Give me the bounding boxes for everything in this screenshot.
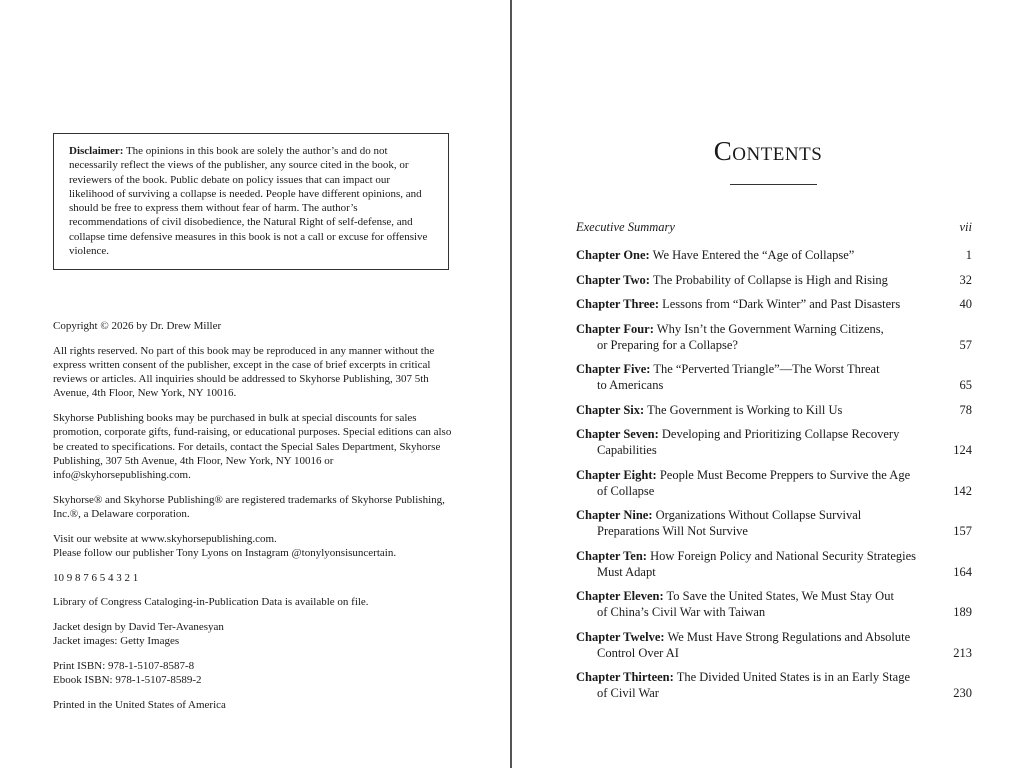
chapter-number: Chapter Two: <box>576 272 650 287</box>
toc-entry-label <box>576 630 928 661</box>
toc-entry-label <box>576 273 888 287</box>
chapter-title-continued: of Collapse <box>597 483 655 498</box>
toc-entry-label <box>576 362 928 393</box>
trademark-paragraph: Skyhorse® and Skyhorse Publishing® are registered trademarks of Skyhorse Publishing, Inc.®, a Delaware corporation. <box>53 493 445 521</box>
chapter-title: The “Perverted Triangle”—The Worst Threat <box>653 362 880 376</box>
printing-line: 10 9 8 7 6 5 4 3 2 1 <box>53 571 139 584</box>
chapter-title: Why Isn’t the Government Warning Citizens, <box>656 321 884 336</box>
toc-entry-chapter[interactable] <box>576 548 972 580</box>
toc-entry-label <box>576 248 854 262</box>
toc-entry-chapter[interactable] <box>576 247 972 263</box>
jacket-credits: Jacket design by David Ter-Avanesyan Jacket images: Getty Images <box>53 620 224 648</box>
chapter-title: We Have Entered the “Age of Collapse” <box>652 248 855 262</box>
toc-page-number: 142 <box>953 483 972 498</box>
chapter-number: Chapter Four: <box>576 321 654 336</box>
chapter-number: Chapter Nine: <box>576 508 653 522</box>
toc-entry-label <box>576 549 928 580</box>
toc-page-number: 189 <box>953 605 972 619</box>
toc-page-number: 124 <box>953 443 972 457</box>
toc-entry-label <box>576 468 928 499</box>
toc-entry-chapter[interactable] <box>576 361 972 393</box>
chapter-title: The Government is Working to Kill Us <box>647 402 843 417</box>
chapter-number: Chapter Six: <box>576 402 645 417</box>
chapter-number: Chapter Eleven: <box>576 589 664 603</box>
chapter-title: The Divided United States is in an Early Stage <box>676 670 910 684</box>
bulk-sales-paragraph: Skyhorse Publishing books may be purchased in bulk at special discounts for sales promotion, corporate gifts, fund-raising, or educational purposes. Special editions can also be created to specifications. For details, contact the Special Sales Department, Skyhorse Publishing, 307 5th Avenue, 4th Floor, New York, NY 10016 or info@skyhorsepublishing.com. <box>53 412 452 482</box>
toc-entry-chapter[interactable] <box>576 296 972 312</box>
toc-page-number: 32 <box>959 272 972 287</box>
toc-entry-label <box>576 403 842 417</box>
chapter-title-continued: Must Adapt <box>597 564 656 579</box>
disclaimer-box <box>53 133 449 270</box>
chapter-number: Chapter Thirteen: <box>576 670 674 684</box>
title-rule <box>730 184 817 185</box>
isbn-lines: Print ISBN: 978-1-5107-8587-8 Ebook ISBN: 978-1-5107-8589-2 <box>53 659 202 687</box>
chapter-number: Chapter One: <box>576 248 650 262</box>
toc-page-number: vii <box>959 220 972 234</box>
chapter-title: Lessons from “Dark Winter” and Past Disasters <box>662 297 901 311</box>
chapter-title-continued: Control Over AI <box>597 645 679 660</box>
toc-entry-chapter[interactable] <box>576 426 972 458</box>
chapter-title: To Save the United States, We Must Stay Out <box>666 589 894 603</box>
chapter-title: We Must Have Strong Regulations and Absolute <box>667 629 911 644</box>
chapter-title: The Probability of Collapse is High and Rising <box>652 272 888 287</box>
contents-title: Contents <box>713 136 823 166</box>
contents-page <box>512 0 1024 768</box>
chapter-number: Chapter Three: <box>576 297 659 311</box>
table-of-contents <box>576 219 972 710</box>
toc-page-number: 213 <box>953 645 972 660</box>
toc-entry-label <box>576 589 928 620</box>
chapter-title: People Must Become Preppers to Survive the Age <box>659 467 911 482</box>
toc-page-number: 1 <box>965 248 972 262</box>
chapter-title-continued: of China’s Civil War with Taiwan <box>597 605 766 619</box>
copyright-line: Copyright © 2026 by Dr. Drew Miller <box>53 320 222 332</box>
website-paragraph: Visit our website at www.skyhorsepublishing.com. Please follow our publisher Tony Lyons on Instagram @tonylyonsisuncertain. <box>53 532 397 560</box>
chapter-title: How Foreign Policy and National Security Strategies <box>650 548 917 563</box>
toc-page-number: 57 <box>959 337 972 352</box>
chapter-number: Chapter Twelve: <box>576 629 665 644</box>
imprint-block <box>53 319 453 722</box>
copyright-page <box>0 0 510 768</box>
disclaimer-heading: Disclaimer: <box>69 145 124 157</box>
chapter-title-continued: Preparations Will Not Survive <box>597 524 748 538</box>
toc-entry-label <box>576 427 928 458</box>
toc-entry-label: Executive Summary <box>576 220 675 234</box>
chapter-number: Chapter Eight: <box>576 467 657 482</box>
chapter-title-continued: to Americans <box>597 378 664 392</box>
toc-page-number: 230 <box>953 686 972 700</box>
toc-page-number: 157 <box>953 524 972 538</box>
toc-entry-label <box>576 297 900 311</box>
toc-entry-chapter[interactable] <box>576 272 972 288</box>
chapter-number: Chapter Ten: <box>576 548 647 563</box>
chapter-title-continued: Capabilities <box>597 443 657 457</box>
toc-page-number: 164 <box>953 564 972 579</box>
toc-entry-chapter[interactable] <box>576 321 972 353</box>
toc-entry-chapter[interactable] <box>576 507 972 539</box>
toc-entry-label <box>576 670 928 701</box>
cip-line: Library of Congress Cataloging-in-Publication Data is available on file. <box>53 596 369 609</box>
toc-entry-chapter[interactable] <box>576 467 972 499</box>
chapter-title-continued: of Civil War <box>597 686 659 700</box>
chapter-title: Organizations Without Collapse Survival <box>655 508 862 522</box>
toc-page-number: 65 <box>959 378 972 392</box>
chapter-title-continued: or Preparing for a Collapse? <box>597 337 738 352</box>
chapter-number: Chapter Five: <box>576 362 651 376</box>
toc-entry-chapter[interactable] <box>576 588 972 620</box>
chapter-title: Developing and Prioritizing Collapse Recovery <box>661 427 900 441</box>
toc-entry-label <box>576 508 928 539</box>
toc-entry-chapter[interactable] <box>576 669 972 701</box>
printed-in-line: Printed in the United States of America <box>53 698 226 711</box>
toc-entry-chapter[interactable] <box>576 402 972 418</box>
disclaimer-text: The opinions in this book are solely the author’s and do not necessarily reflect the views of the publisher, any source cited in the book, or reviewers of the book. Public debate on policy issues that can impact our likelihood of surviving a collapse is needed. People have different opinions, and should be free to express them without fear of harm. The author’s recommendations of civil disobedience, the Natural Right of self-defense, and collapse time defensive measures in this book is not a call or excuse for offensive violence. <box>69 145 428 258</box>
chapter-number: Chapter Seven: <box>576 427 659 441</box>
toc-entry-label <box>576 322 928 353</box>
toc-page-number: 78 <box>959 402 972 417</box>
toc-entry-executive-summary[interactable] <box>576 219 972 235</box>
rights-paragraph: All rights reserved. No part of this book may be reproduced in any manner without the express written consent of the publisher, except in the case of brief excerpts in critical reviews or articles. All inquiries should be addressed to Skyhorse Publishing, 307 5th Avenue, 4th Floor, New York, NY 10016. <box>53 344 435 400</box>
toc-entry-chapter[interactable] <box>576 629 972 661</box>
toc-page-number: 40 <box>959 297 972 311</box>
